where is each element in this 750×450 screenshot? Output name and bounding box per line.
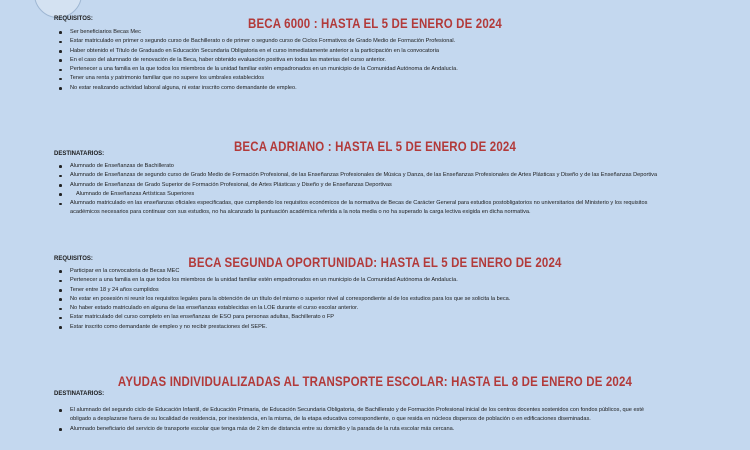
list-item: Alumnado de Enseñanzas de Grado Superior de Formación Profesional, de Artes Plásticas y Diseño y de Enseñanzas Deportivas: [58, 181, 708, 190]
list-item: Participar en la convocatoria de Becas MEC: [58, 267, 708, 276]
list-item: Pertenecer a una familia en la que todos los miembros de la unidad familiar estén empadronados en un municipio de la Comunidad Autónoma de Andalucía.: [58, 276, 708, 285]
list-item-continuation: obligado a desplazarse fuera de su localidad de residencia, por inexistencia, en la misma, de la etapa educativa correspondiente, o que resida en núcleos dispersos de población o en edificaciones diseminadas.: [70, 416, 591, 423]
section-title: BECA SEGUNDA OPORTUNIDAD: HASTA EL 5 DE ENERO DE 2024: [188, 254, 562, 270]
section-title: AYUDAS INDIVIDUALIZADAS AL TRANSPORTE ESCOLAR: HASTA EL 8 DE ENERO DE 2024: [117, 373, 633, 389]
list-item: El alumnado del segundo ciclo de Educación Infantil, de Educación Primaria, de Educación Secundaria Obligatoria, de Bachillerato y de Formación Profesional inicial de los centros docentes sostenidos con fondos públicos, que esté: [58, 406, 708, 415]
list-item: Haber obtenido el Título de Graduado en Educación Secundaria Obligatoria en el curso inmediatamente anterior a la participación en la convocatoria: [58, 47, 708, 56]
list-item: Alumnado de Enseñanzas Artísticas Superiores: [58, 190, 708, 199]
list-item: Alumnado beneficiario del servicio de transporte escolar que tenga más de 2 km de distancia entre su domicilio y la parada de la ruta escolar más cercana.: [58, 425, 708, 434]
recipients-list: [58, 162, 708, 218]
requirements-list: [58, 267, 708, 332]
list-item: No estar en posesión ni reunir los requisitos legales para la obtención de un título del mismo o superior nivel al correspondiente al de los estudios para los que se solicita la beca.: [58, 295, 708, 304]
recipients-list: [58, 406, 708, 434]
section-title: BECA 6000 : HASTA EL 5 DE ENERO DE 2024: [248, 15, 502, 31]
section-label: DESTINATARIOS:: [54, 391, 105, 397]
list-item-continuation: académicos necesarios para continuar con sus estudios, no ha alcanzado la puntuación académica referida a la nota media o no ha superado la carga lectiva exigida en dicha normativa.: [70, 209, 531, 216]
list-item: Alumnado matriculado en las enseñanzas oficiales especificadas, que cumpliendo los requisitos económicos de la normativa de Becas de Carácter General para estudios postobligatorios no universitarios del Ministerio y los requisitos: [58, 199, 708, 208]
list-item: No estar realizando actividad laboral alguna, ni estar inscrito como demandante de empleo.: [58, 84, 708, 93]
list-item: Alumnado de Enseñanzas de Bachillerato: [58, 162, 708, 171]
list-item: Estar inscrito como demandante de empleo y no recibir prestaciones del SEPE.: [58, 323, 708, 332]
list-item: Pertenecer a una familia en la que todos los miembros de la unidad familiar estén empadronados en un municipio de la Comunidad Autónoma de Andalucía.: [58, 65, 708, 74]
list-item: No haber estado matriculado en alguna de las enseñanzas establecidas en la LOE durante el curso escolar anterior.: [58, 304, 708, 313]
section-label: REQUISITOS:: [54, 256, 93, 262]
section-label: DESTINATARIOS:: [54, 151, 105, 157]
list-item: Tener una renta y patrimonio familiar que no supere los umbrales establecidos: [58, 74, 708, 83]
list-item: Tener entre 18 y 24 años cumplidos: [58, 286, 708, 295]
list-item: En el caso del alumnado de renovación de la Beca, haber obtenido evaluación positiva en todas las materias del curso anterior.: [58, 56, 708, 65]
list-item: Ser beneficiarios Becas Mec: [58, 28, 708, 37]
requirements-list: [58, 28, 708, 93]
list-item: Alumnado de Enseñanzas de segundo curso de Grado Medio de Formación Profesional, de las Enseñanzas Profesionales de Música y Danza, de las Enseñanzas Profesionales de Artes Plásticas y Diseño y de las Enseñanzas Deportiva: [58, 171, 708, 180]
list-item: Estar matriculado del curso completo en las enseñanzas de ESO para personas adultas, Bachillerato o FP: [58, 313, 708, 322]
section-label: REQUISITOS:: [54, 16, 93, 22]
section-title: BECA ADRIANO : HASTA EL 5 DE ENERO DE 2024: [233, 138, 517, 154]
list-item: Estar matriculado en primer o segundo curso de Bachillerato o de primer o segundo curso de Ciclos Formativos de Grado Medio de Formación Profesional.: [58, 37, 708, 46]
